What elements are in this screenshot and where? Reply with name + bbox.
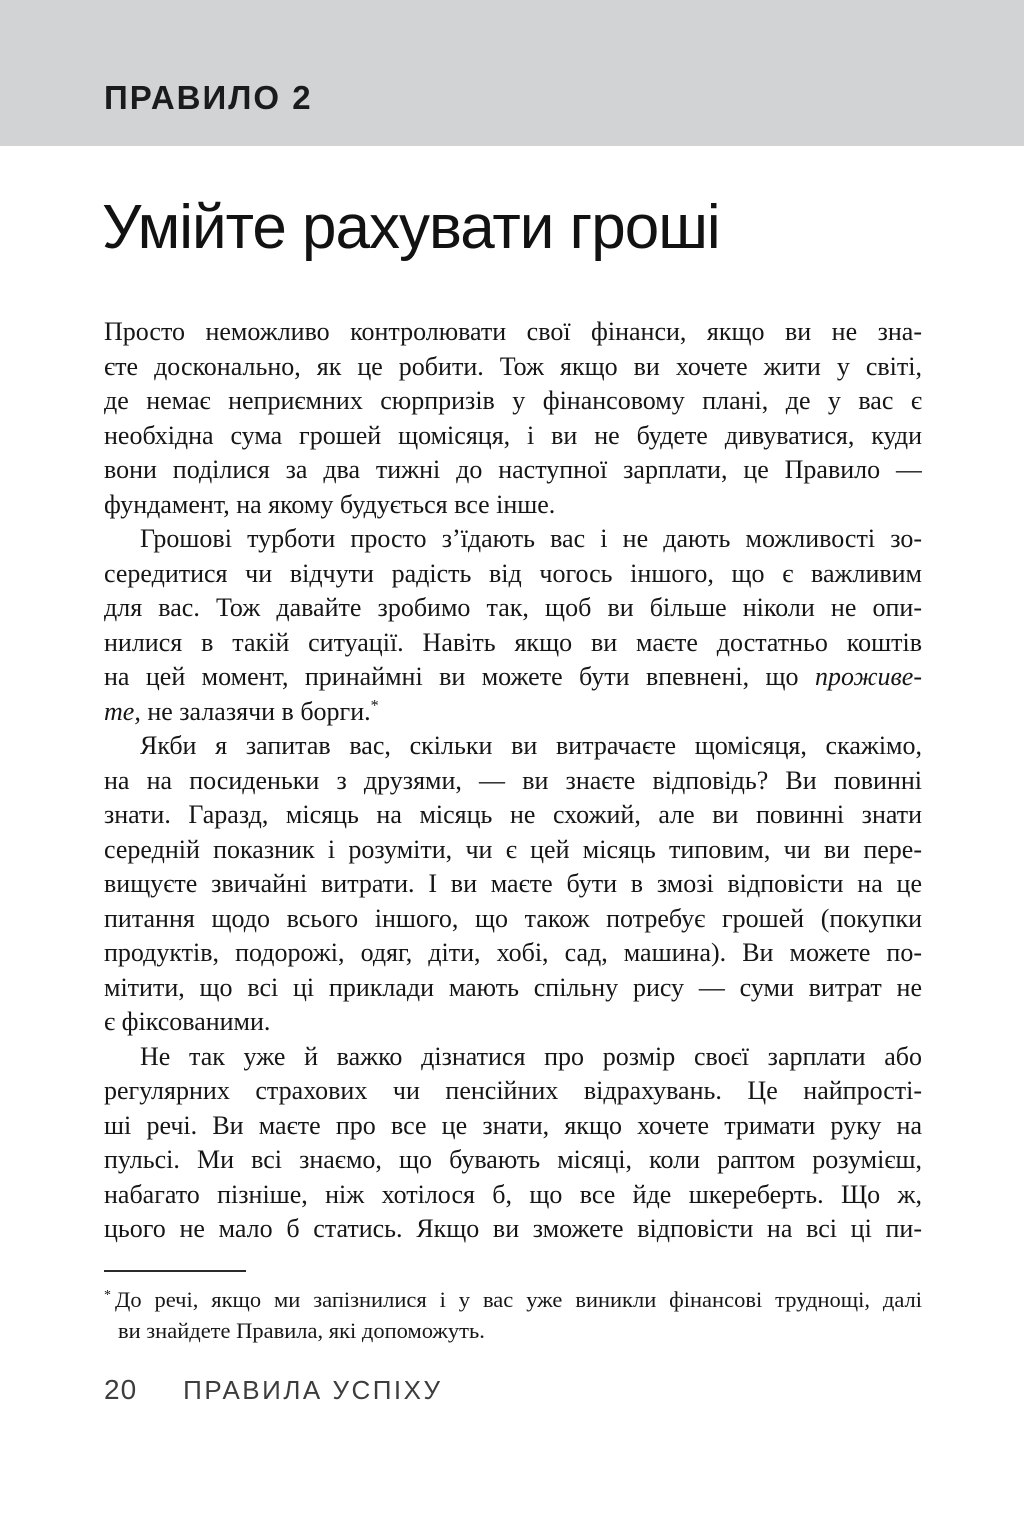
text-line (104, 419, 922, 454)
text-line (104, 1143, 922, 1178)
text-segment: є фіксованими. (104, 1007, 271, 1036)
text-segment: знати. Гаразд, місяць на місяць не схожий, але ви повинні знати (104, 800, 922, 829)
footnote-line (104, 1315, 922, 1346)
text-line (104, 936, 922, 971)
text-line (104, 971, 922, 1006)
text-segment: До речі, якщо ми запізнилися і у вас уже виникли фінансові труднощі, далі (114, 1287, 922, 1312)
text-segment: мітити, що всі ці приклади мають спільну рису — суми витрат не (104, 972, 922, 1002)
text-line (104, 902, 922, 937)
text-segment: єте досконально, як це робити. Тож якщо ви хочете жити у світі, (104, 351, 922, 381)
text-segment: набагато пізніше, ніж хотілося б, що все йде шкереберть. Що ж, (104, 1179, 922, 1209)
text-line (104, 867, 922, 902)
text-line (104, 591, 922, 626)
page-footer (104, 1374, 443, 1406)
text-line (104, 1005, 922, 1040)
text-segment: регулярних страхових чи пенсійних відрахувань. Це найпрості- (104, 1076, 922, 1105)
text-segment: ви знайдете Правила, які допоможуть. (118, 1318, 485, 1343)
footnote-marker: * (370, 696, 379, 714)
text-segment: необхідна сума грошей щомісяця, і ви не будете дивуватися, куди (104, 420, 922, 450)
text-line (104, 626, 922, 661)
text-line (104, 557, 922, 592)
paragraph (104, 522, 922, 729)
text-segment: продуктів, подорожі, одяг, діти, хобі, сад, машина). Ви можете по- (104, 938, 922, 967)
chapter-label: ПРАВИЛО 2 (104, 79, 313, 116)
text-segment: пульсі. Ми всі знаємо, що бувають місяці, коли раптом розумієш, (104, 1145, 922, 1174)
text-line (104, 660, 922, 695)
text-segment: цього не мало б статись. Якщо ви зможете відповісти на всі ці пи- (104, 1214, 922, 1243)
running-title: ПРАВИЛА УСПІХУ (183, 1375, 443, 1405)
text-segment: Якби я запитав вас, скільки ви витрачаєте щомісяця, скажімо, (140, 731, 922, 760)
text-segment: Просто неможливо контролювати свої фінанси, якщо ви не зна- (104, 317, 922, 346)
text-line (104, 695, 922, 730)
text-line (104, 798, 922, 833)
text-line (104, 833, 922, 868)
text-segment: питання щодо всього іншого, що також потребує грошей (покупки (104, 903, 922, 933)
text-line (104, 315, 922, 350)
page-number: 20 (104, 1374, 138, 1405)
text-segment: середитися чи відчути радість від чогось іншого, що є важливим (104, 558, 922, 588)
text-line (104, 384, 922, 419)
text-segment: нилися в такій ситуації. Навіть якщо ви маєте достатньо коштів (104, 627, 922, 657)
text-segment: не залазячи в борги. (140, 696, 371, 726)
text-line (104, 1212, 922, 1247)
text-segment: Не так уже й важко дізнатися про розмір своєї зарплати або (140, 1041, 922, 1071)
footnote-divider (104, 1270, 246, 1272)
paragraph (104, 729, 922, 1040)
text-line (104, 522, 922, 557)
text-line (104, 1109, 922, 1144)
text-segment: для вас. Тож давайте зробимо так, щоб ви більше ніколи не опи- (104, 593, 922, 622)
text-segment: ші речі. Ви маєте про все це знати, якщо хочете тримати руку на (104, 1110, 922, 1140)
footnote-marker: * (104, 1287, 111, 1303)
footnote-line (104, 1284, 922, 1315)
text-line (104, 729, 922, 764)
page-title: Умійте рахувати гроші (102, 193, 720, 262)
text-line (104, 1178, 922, 1213)
text-segment: вищуєте звичайні витрати. І ви маєте бути в змозі відповісти на це (104, 869, 922, 898)
body-text (104, 315, 922, 1247)
chapter-band (0, 0, 1024, 146)
text-segment: вони поділися за два тижні до наступної зарплати, це Правило — (104, 455, 922, 484)
italic-text: те, (104, 696, 141, 726)
text-line (104, 1074, 922, 1109)
text-segment: де немає неприємних сюрпризів у фінансовому плані, де у вас є (104, 386, 922, 415)
paragraph (104, 315, 922, 522)
text-line (104, 453, 922, 488)
text-segment: на на посиденьки з друзями, — ви знаєте відповідь? Ви повинні (104, 765, 922, 795)
text-line (104, 350, 922, 385)
text-segment: фундамент, на якому будується все інше. (104, 489, 556, 519)
italic-text: проживе- (814, 662, 922, 691)
text-segment: на цей момент, принаймні ви можете бути впевнені, що (104, 662, 815, 691)
text-segment: середній показник і розуміти, чи є цей місяць типовим, чи ви пере- (104, 834, 922, 864)
text-line (104, 488, 922, 523)
text-segment: Грошові турботи просто з’їдають вас і не дають можливості зо- (140, 524, 922, 553)
text-line (104, 1040, 922, 1075)
footnote (104, 1284, 922, 1346)
text-line (104, 764, 922, 799)
paragraph (104, 1040, 922, 1247)
